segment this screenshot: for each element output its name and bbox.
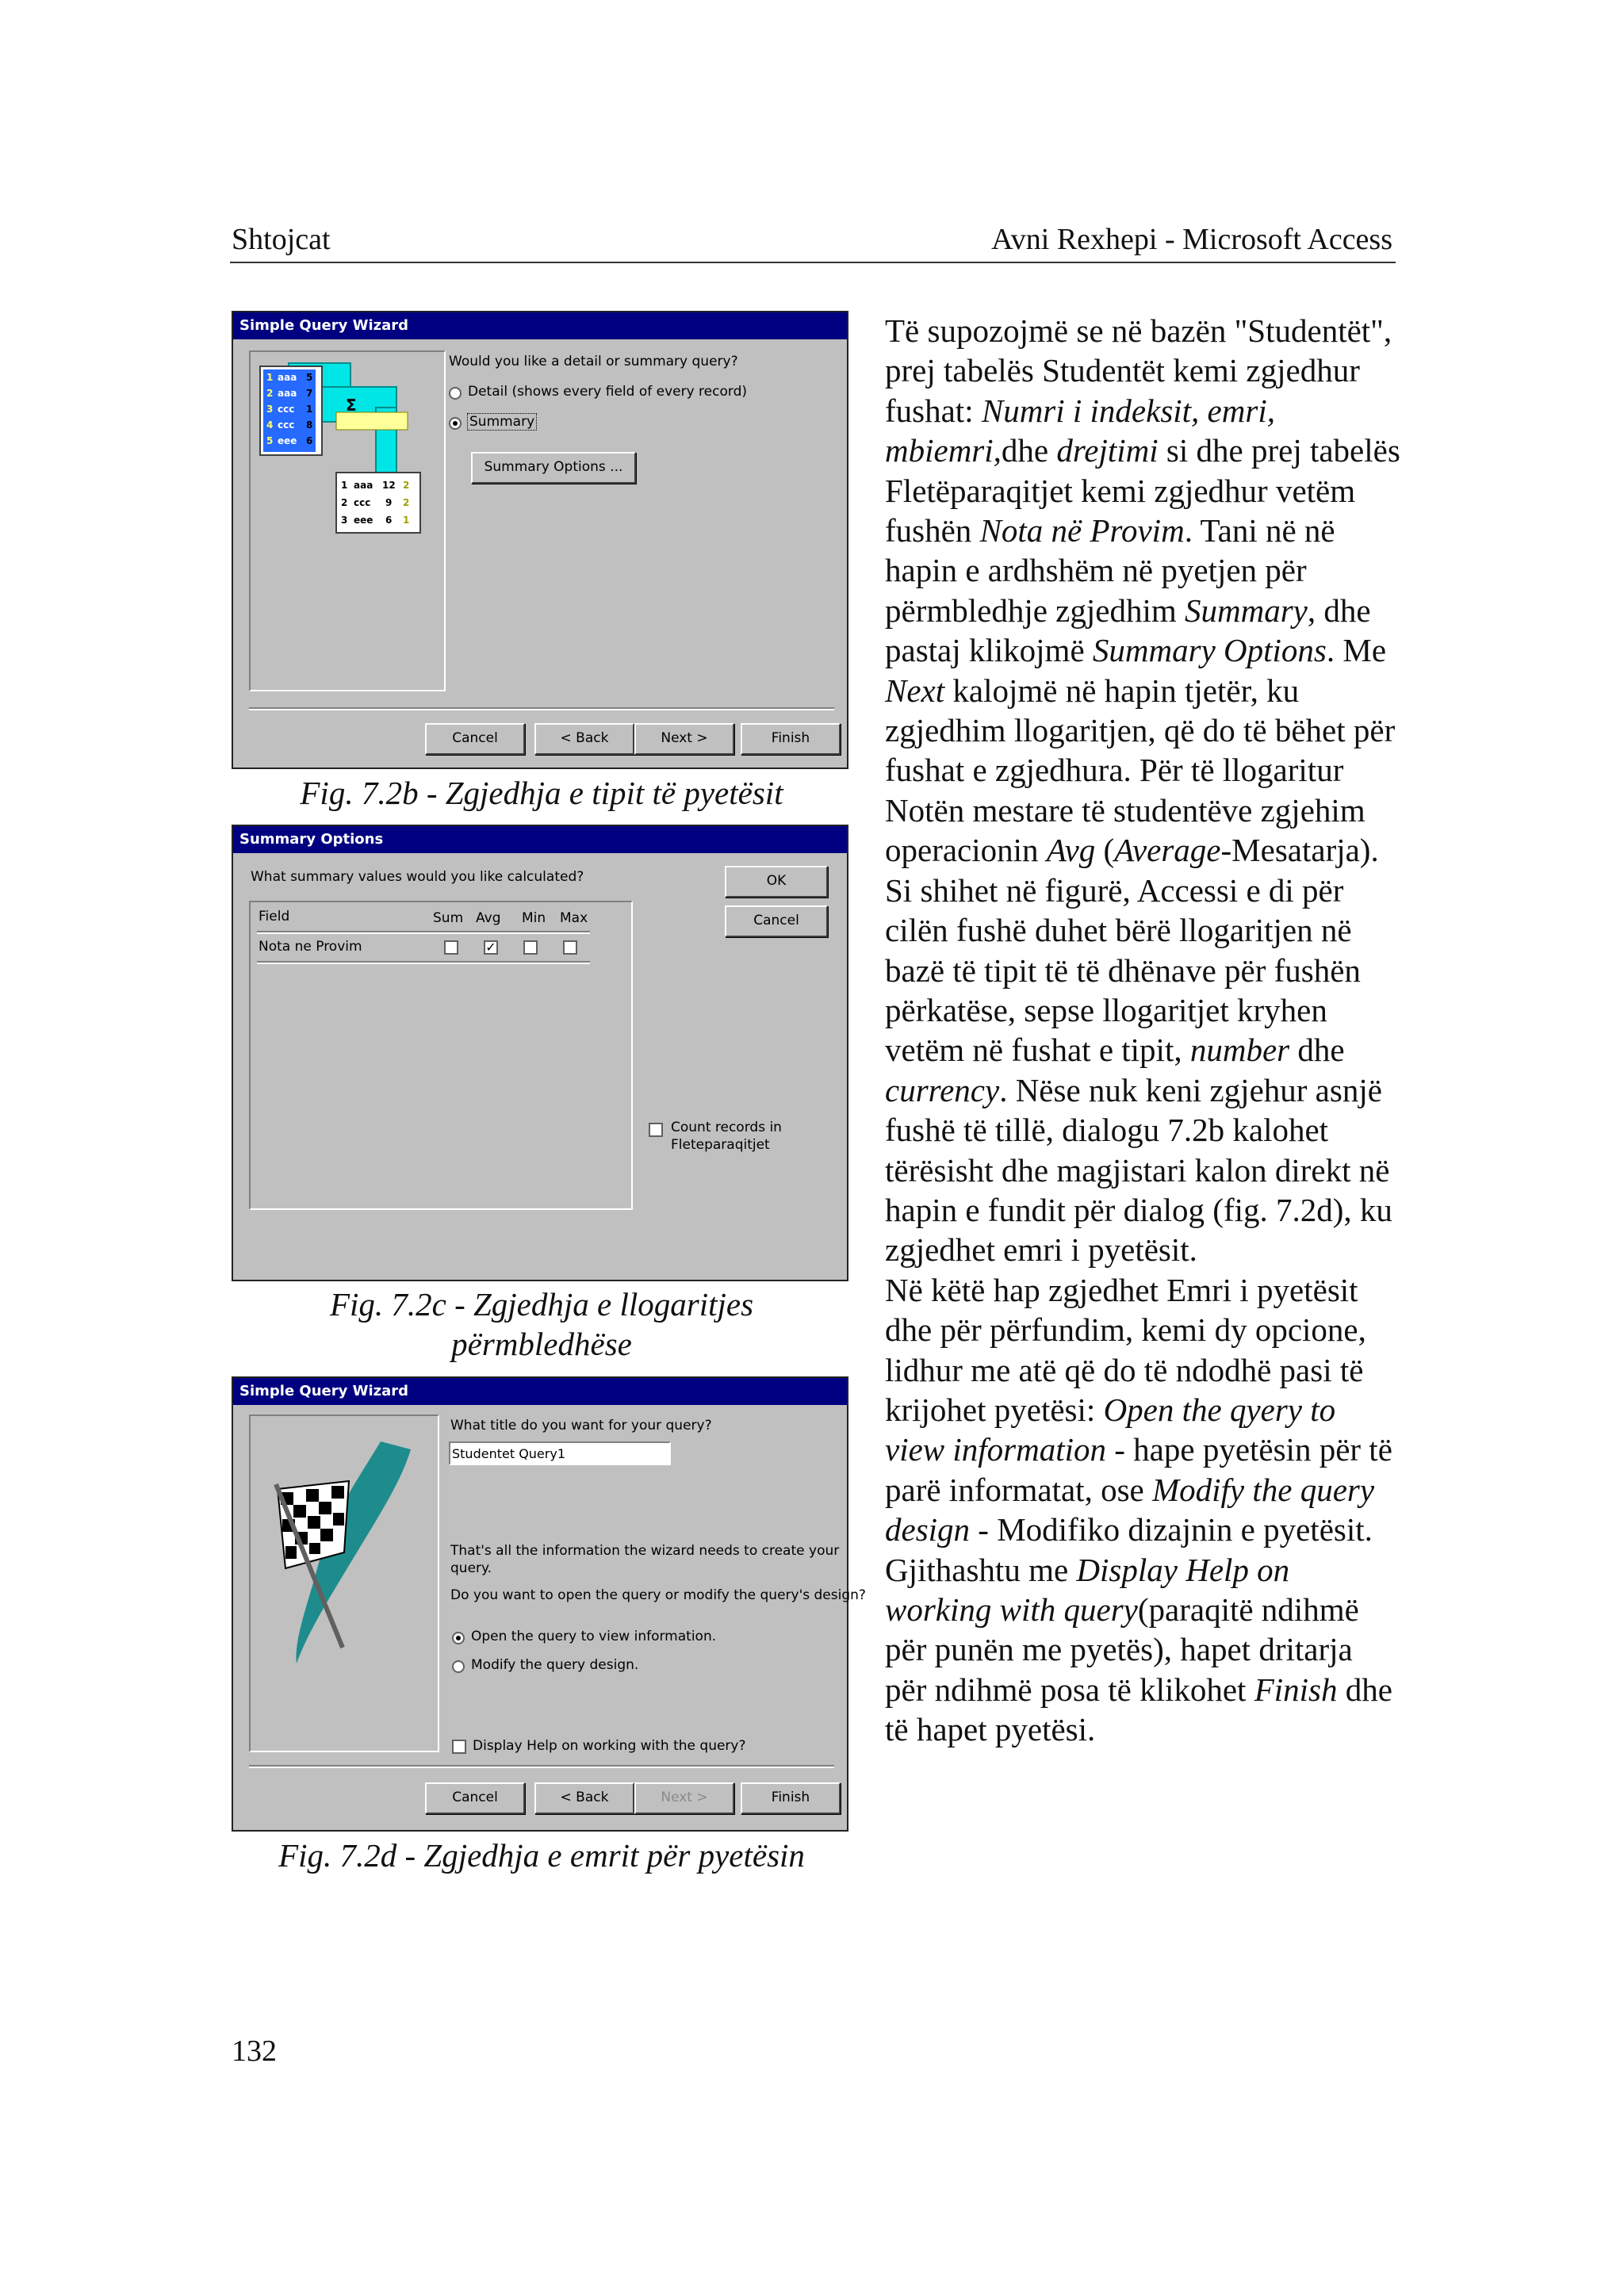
illus-sum-row-2-val: 9 [385, 497, 393, 508]
open-query-radio[interactable] [452, 1632, 465, 1644]
query-title-question: What title do you want for your query? [450, 1418, 712, 1434]
column-min: Min [522, 910, 546, 926]
body-text [885, 311, 1400, 1750]
display-help-checkbox[interactable] [452, 1740, 466, 1754]
dialog-title: Simple Query Wizard [233, 1378, 847, 1405]
illus-sum-row-1: 1 [341, 480, 348, 491]
summary-radio[interactable] [449, 417, 462, 430]
running-header-left: Shtojcat [232, 223, 331, 256]
illus-sum-row-3-cnt: 1 [403, 515, 410, 526]
figure-caption-7-2d: Fig. 7.2d - Zgjedhja e emrit për pyetësin [278, 1837, 805, 1874]
header-divider [257, 931, 590, 934]
summary-radio-label[interactable]: Summary [469, 414, 535, 430]
sigma-symbol: Σ [346, 396, 357, 415]
dialog-summary-options [232, 825, 848, 1281]
cancel-button[interactable]: Cancel [425, 1782, 525, 1814]
illus-row-5-val: 6 [306, 435, 313, 446]
sum-checkbox[interactable] [444, 940, 458, 955]
info-line-2: query. [450, 1560, 492, 1576]
illus-row-4-val: 8 [306, 419, 313, 431]
next-button[interactable]: Next > [634, 1782, 734, 1814]
min-checkbox[interactable] [523, 940, 538, 955]
column-avg: Avg [476, 910, 501, 926]
query-title-input[interactable] [449, 1441, 671, 1465]
column-max: Max [560, 910, 588, 926]
modify-design-label[interactable]: Modify the query design. [471, 1657, 639, 1673]
detail-radio[interactable] [449, 387, 462, 400]
illus-sum-row-3-name: eee [354, 515, 373, 526]
illus-row-2: 2 [266, 388, 274, 399]
caption-line-2: përmbledhëse [451, 1326, 632, 1362]
display-help-label[interactable]: Display Help on working with the query? [473, 1738, 746, 1754]
summary-options-button[interactable]: Summary Options ... [471, 452, 636, 484]
illus-sum-row-2-name: ccc [354, 497, 371, 508]
back-button[interactable]: < Back [534, 723, 634, 755]
illus-row-1: 1 [266, 372, 274, 383]
summary-illustration [257, 360, 439, 542]
modify-design-radio[interactable] [452, 1660, 465, 1673]
dialog-divider [249, 707, 834, 710]
next-button[interactable]: Next > [634, 723, 734, 755]
ok-button[interactable]: OK [725, 866, 828, 898]
illus-sum-row-1-name: aaa [354, 480, 373, 491]
paragraph-2: Në këtë hap zgjedhet Emri i pyetësit dhe për përfundim, kemi dy opcione, lidhur me atë që do të ndodhë pasi të krijohet pyetësi: Open the qyery to view information - hape pyetësin për të parë informatat, ose Modify the query design - Modifiko dizajnin e pyetësit. Gjithashtu me Display Help on working with query(paraqitë ndihmë për punën me pyetës), hapet dritarja për ndihmë posa të klikohet Finish dhe të hapet pyetësi. [885, 1271, 1392, 1748]
illus-row-2-val: 7 [306, 388, 313, 399]
paragraph-1: Të supozojmë se në bazën "Studentët", prej tabelës Studentët kemi zgjedhur fushat: Numri i indeksit, emri, mbiemri,dhe drejtimi si dhe prej tabelës Fletëparaqitjet kemi zgjedhur vetëm fushën Nota në Provim. Tani në në hapin e ardhshëm në pyetjen për përmbledhje zgjedhim Summary, dhe pastaj klikojmë Summary Options. Me Next kalojmë në hapin tjetër, ku zgjedhim llogaritjen, që do të bëhet për fushat e zgjedhura. Për të llogaritur Notën mestare të studentëve zgjehim operacionin Avg (Average-Mesatarja). Si shihet në figurë, Accessi e di për cilën fushë duhet bërë llogaritjen në bazë të tipit të të dhënave për fushën përkatëse, sepse llogaritjet kryhen vetëm në fushat e tipit, number dhe currency. Nëse nuk keni zgjehur asnjë fushë të tillë, dialogu 7.2b kalohet tërësisht dhe magjistari kalon direkt në hapin e fundit për dialog (fig. 7.2d), ku zgjedhet emri i pyetësit. [885, 312, 1400, 1269]
finish-button[interactable]: Finish [741, 1782, 841, 1814]
dialog-title: Simple Query Wizard [233, 312, 847, 339]
dialog-divider [249, 1765, 834, 1768]
illus-sum-row-2-cnt: 2 [403, 497, 410, 508]
cancel-button[interactable]: Cancel [425, 723, 525, 755]
open-or-modify-question: Do you want to open the query or modify the query's design? [450, 1587, 866, 1603]
illus-sum-row-3: 3 [341, 515, 348, 526]
illus-sum-row-1-cnt: 2 [403, 480, 410, 491]
open-query-label[interactable]: Open the query to view information. [471, 1629, 717, 1644]
field-name-nota: Nota ne Provim [259, 939, 362, 955]
illus-row-3-name: ccc [278, 404, 295, 415]
dialog-title: Summary Options [233, 826, 847, 853]
header-rule [230, 262, 1396, 263]
illus-row-5: 5 [266, 435, 274, 446]
running-header-right: Avni Rexhepi - Microsoft Access [991, 223, 1392, 256]
illus-row-2-name: aaa [278, 388, 297, 399]
count-records-checkbox[interactable] [649, 1123, 663, 1137]
column-sum: Sum [433, 910, 464, 926]
illus-row-5-name: eee [278, 435, 297, 446]
illus-row-3: 3 [266, 404, 274, 415]
figure-caption-7-2b: Fig. 7.2b - Zgjedhja e tipit të pyetësit [300, 775, 783, 811]
illus-sum-row-1-val: 12 [382, 480, 396, 491]
dialog-simple-query-wizard-summary [232, 311, 848, 769]
illus-row-3-val: 1 [306, 404, 313, 415]
avg-checkbox[interactable]: ✓ [484, 940, 498, 955]
row-divider [257, 961, 590, 964]
illus-row-1-name: aaa [278, 372, 297, 383]
checkered-flag-icon [262, 1434, 428, 1679]
dialog-simple-query-wizard-finish [232, 1376, 866, 1832]
page-number: 132 [232, 2035, 277, 2068]
detail-radio-label[interactable]: Detail (shows every field of every record) [468, 384, 747, 400]
illus-row-4-name: ccc [278, 419, 295, 431]
illus-sum-row-2: 2 [341, 497, 348, 508]
illus-sum-row-3-val: 6 [385, 515, 393, 526]
column-field: Field [259, 909, 290, 924]
detail-summary-question: Would you like a detail or summary query? [449, 354, 738, 369]
count-records-table[interactable]: Fleteparaqitjet [671, 1137, 770, 1153]
max-checkbox[interactable] [563, 940, 577, 955]
illus-row-1-val: 5 [306, 372, 313, 383]
illus-row-4: 4 [266, 419, 274, 431]
cancel-button[interactable]: Cancel [725, 905, 828, 937]
finish-button[interactable]: Finish [741, 723, 841, 755]
summary-values-question: What summary values would you like calculated? [251, 869, 584, 885]
figure-caption-7-2c [232, 1284, 852, 1364]
back-button[interactable]: < Back [534, 1782, 634, 1814]
info-line-1: That's all the information the wizard needs to create your [450, 1543, 840, 1559]
count-records-label[interactable]: Count records in [671, 1120, 782, 1135]
caption-line-1: Fig. 7.2c - Zgjedhja e llogaritjes [329, 1286, 754, 1323]
